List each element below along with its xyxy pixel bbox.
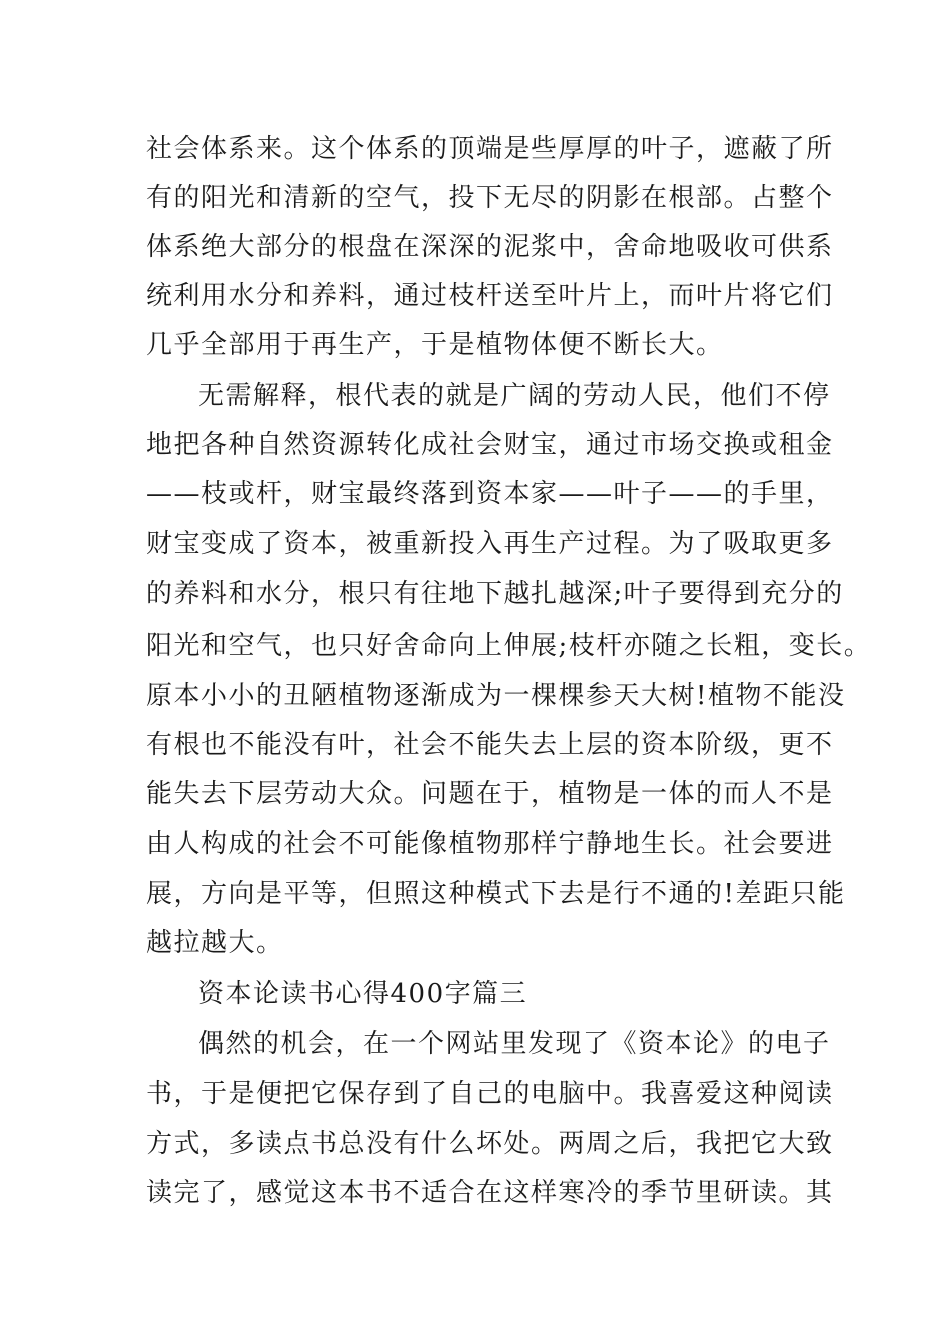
text-line: 展，方向是平等，但照这种模式下去是行不通的!差距只能 — [146, 879, 846, 909]
text-line: 书，于是便把它保存到了自己的电脑中。我喜爱这种阅读 — [146, 1079, 834, 1109]
text-line: 有的阳光和清新的空气，投下无尽的阴影在根部。占整个 — [146, 183, 834, 213]
text-line: 社会体系来。这个体系的顶端是些厚厚的叶子，遮蔽了所 — [146, 134, 834, 164]
text-line: 能失去下层劳动大众。问题在于，植物是一体的而人不是 — [146, 779, 834, 809]
text-line: 越拉越大。 — [146, 928, 284, 958]
text-line: 有根也不能没有叶，社会不能失去上层的资本阶级，更不 — [146, 730, 834, 760]
text-line: 几乎全部用于再生产，于是植物体便不断长大。 — [146, 330, 724, 360]
section-heading: 资本论读书心得400字篇三 — [198, 979, 528, 1009]
text-line: 体系绝大部分的根盘在深深的泥浆中，舍命地吸收可供系 — [146, 232, 834, 262]
text-line: 阳光和空气，也只好舍命向上伸展;枝杆亦随之长粗，变长。 — [146, 631, 872, 661]
paragraph-first-line: 偶然的机会，在一个网站里发现了《资本论》的电子 — [198, 1029, 831, 1059]
text-line: 方式，多读点书总没有什么坏处。两周之后，我把它大致 — [146, 1129, 834, 1159]
text-line: ——枝或杆，财宝最终落到资本家——叶子——的手里， — [146, 479, 834, 509]
text-line: 原本小小的丑陋植物逐渐成为一棵棵参天大树!植物不能没 — [146, 681, 846, 711]
paragraph-first-line: 无需解释，根代表的就是广阔的劳动人民，他们不停 — [198, 381, 831, 411]
text-line: 统利用水分和养料，通过枝杆送至叶片上，而叶片将它们 — [146, 281, 834, 311]
text-line: 的养料和水分，根只有往地下越扎越深;叶子要得到充分的 — [146, 579, 844, 609]
text-line: 由人构成的社会不可能像植物那样宁静地生长。社会要进 — [146, 829, 834, 859]
text-line: 财宝变成了资本，被重新投入再生产过程。为了吸取更多 — [146, 529, 834, 559]
text-line: 地把各种自然资源转化成社会财宝，通过市场交换或租金 — [146, 430, 834, 460]
text-line: 读完了，感觉这本书不适合在这样寒冷的季节里研读。其 — [146, 1178, 834, 1208]
